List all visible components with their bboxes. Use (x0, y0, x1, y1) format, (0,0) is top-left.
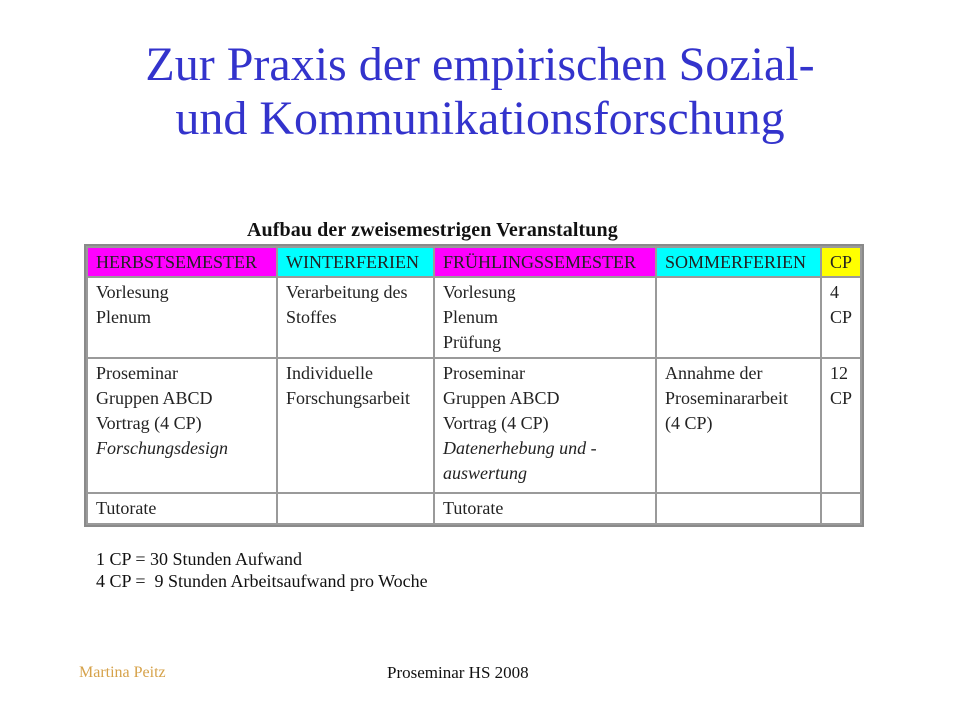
column-header-herbstsemester: HERBSTSEMESTER (87, 247, 277, 277)
cell-line: auswertung (443, 463, 528, 483)
cell-line: Proseminar (96, 363, 178, 383)
cell-line: Vortrag (4 CP) (443, 413, 549, 433)
table-cell (277, 277, 434, 358)
table-row-tutorate (87, 493, 861, 524)
cell-line: Vorlesung (443, 282, 516, 302)
slide-title-line-2: und Kommunikationsforschung (175, 92, 785, 145)
column-header-sommerferien: SOMMERFERIEN (656, 247, 821, 277)
table-cell (656, 493, 821, 524)
credit-note: 1 CP = 30 Stunden Aufwand (96, 549, 302, 569)
cell-line: Proseminararbeit (665, 388, 788, 408)
table-cell (87, 358, 277, 493)
cell-line: Plenum (96, 307, 152, 327)
cell-line: Prüfung (443, 332, 501, 352)
table-cell (87, 277, 277, 358)
table-cell (434, 358, 656, 493)
cell-line: 12 (830, 363, 848, 383)
credit-note: 4 CP = 9 Stunden Arbeitsaufwand pro Woche (96, 571, 428, 591)
table-cell (277, 493, 434, 524)
footer-course: Proseminar HS 2008 (387, 663, 529, 682)
table-row-lecture (87, 277, 861, 358)
table-cell (434, 493, 656, 524)
cell-line: Proseminar (443, 363, 525, 383)
table-cell (821, 277, 861, 358)
table-row-proseminar (87, 358, 861, 493)
cell-line: Individuelle (286, 363, 373, 383)
cell-line: Vorlesung (96, 282, 169, 302)
table-header-row (87, 247, 861, 277)
table-cell (87, 493, 277, 524)
slide-title (0, 38, 960, 146)
table-cell (434, 277, 656, 358)
table-cell (821, 358, 861, 493)
cell-line: CP (830, 388, 853, 408)
cell-line: Stoffes (286, 307, 337, 327)
column-header-cp: CP (821, 247, 861, 277)
cell-line: Datenerhebung und - (443, 438, 597, 458)
cell-line: Gruppen ABCD (96, 388, 213, 408)
column-header-fruehlingssemester: FRÜHLINGSSEMESTER (434, 247, 656, 277)
column-header-winterferien: WINTERFERIEN (277, 247, 434, 277)
cell-line: Forschungsarbeit (286, 388, 410, 408)
schedule-table (86, 246, 862, 525)
footer-author: Martina Peitz (79, 664, 166, 681)
cell-line: 4 (830, 282, 839, 302)
cell-line: Plenum (443, 307, 499, 327)
cell-line: (4 CP) (665, 413, 713, 433)
cell-line: Annahme der (665, 363, 763, 383)
table-cell (821, 493, 861, 524)
cell-line: CP (830, 307, 853, 327)
table-cell (656, 358, 821, 493)
cell-line: Verarbeitung des (286, 282, 408, 302)
slide-title-line-1: Zur Praxis der empirischen Sozial- (145, 38, 815, 91)
credit-notes (96, 548, 428, 592)
cell-line: Vortrag (4 CP) (96, 413, 202, 433)
table-cell (277, 358, 434, 493)
cell-line: Gruppen ABCD (443, 388, 560, 408)
cell-line: Forschungsdesign (96, 438, 228, 458)
table-cell (656, 277, 821, 358)
cell-line: Tutorate (96, 498, 157, 518)
table-caption: Aufbau der zweisemestrigen Veranstaltung (247, 219, 618, 241)
cell-line: Tutorate (443, 498, 504, 518)
